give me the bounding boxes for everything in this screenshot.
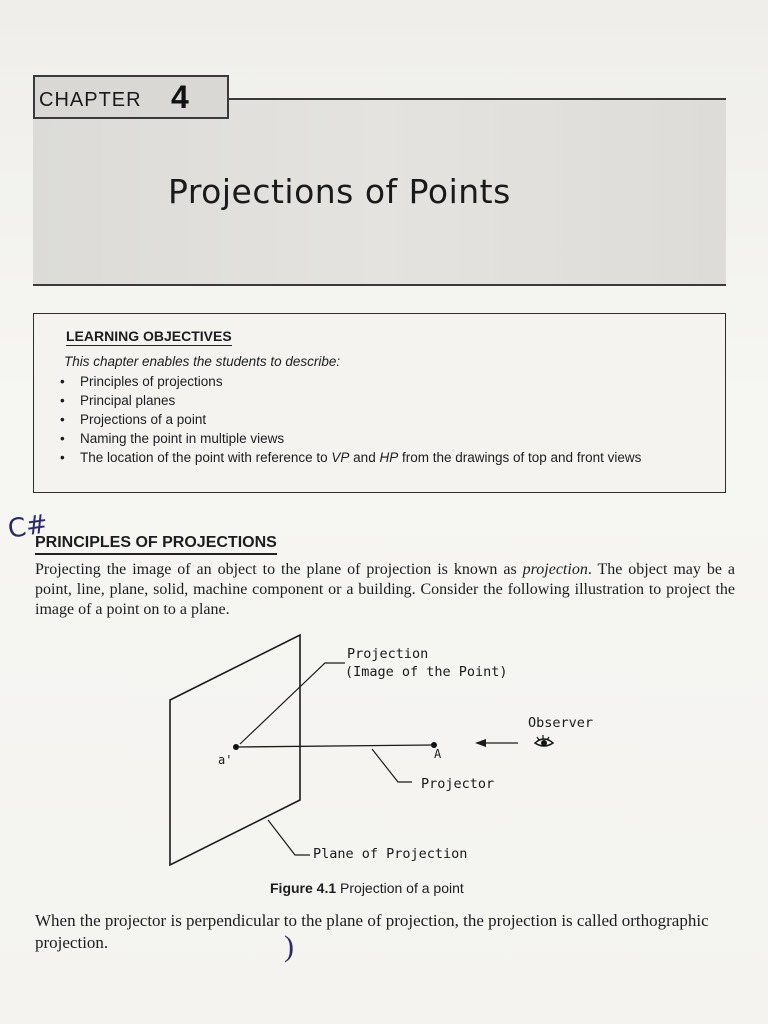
section-heading: PRINCIPLES OF PROJECTIONS bbox=[35, 534, 277, 555]
plane-of-projection-shape bbox=[170, 635, 300, 865]
point-a-prime bbox=[233, 744, 239, 750]
learning-objectives-intro: This chapter enables the students to describe: bbox=[64, 354, 341, 369]
list-item: • Principles of projections bbox=[58, 374, 698, 390]
learning-objectives-list bbox=[58, 374, 698, 469]
learning-objectives-box bbox=[33, 313, 726, 493]
chapter-tab bbox=[33, 75, 229, 119]
handwritten-annotation: C# bbox=[6, 509, 50, 545]
list-item-text: from the drawings of top and front views bbox=[398, 450, 642, 465]
paragraph-text: Projecting the image of an object to the plane of projection is known as bbox=[35, 561, 523, 578]
label-plane-of-projection: Plane of Projection bbox=[313, 846, 468, 862]
label-observer: Observer bbox=[528, 715, 594, 731]
paragraph-text: . The object may be a point, line, plane, solid, machine component or a building. Consider the following illustration to project the image of a point on to a plane. bbox=[35, 561, 735, 618]
label-a: A bbox=[434, 747, 442, 761]
list-item bbox=[58, 450, 698, 466]
body-paragraph bbox=[35, 560, 735, 620]
title-band-rule bbox=[229, 98, 726, 100]
closing-paragraph: When the projector is perpendicular to the plane of projection, the projection is called orthographic projection. bbox=[35, 911, 709, 952]
label-projector: Projector bbox=[421, 776, 495, 792]
label-a-prime: a' bbox=[218, 753, 233, 767]
projector-leader bbox=[372, 749, 412, 782]
label-image-of-point: (Image of the Point) bbox=[345, 664, 508, 680]
page-title: Projections of Points bbox=[168, 172, 511, 211]
hp-term: HP bbox=[379, 450, 399, 465]
projection-leader bbox=[240, 663, 345, 744]
chapter-label: CHAPTER bbox=[39, 89, 142, 111]
list-item-text: The location of the point with reference to bbox=[80, 450, 332, 465]
projection-figure bbox=[150, 625, 670, 875]
vp-term: VP bbox=[331, 450, 350, 465]
handwritten-bracket: ) bbox=[284, 930, 294, 963]
list-item: • Projections of a point bbox=[58, 412, 698, 428]
eye-icon bbox=[535, 735, 553, 746]
learning-objectives-heading: LEARNING OBJECTIVES bbox=[66, 328, 232, 344]
list-item: • Principal planes bbox=[58, 393, 698, 409]
plane-leader bbox=[268, 820, 310, 855]
chapter-number: 4 bbox=[171, 79, 189, 115]
figure-caption-text: Projection of a point bbox=[336, 880, 464, 896]
projector-line bbox=[236, 745, 434, 747]
figure-caption bbox=[270, 880, 464, 896]
list-item-text: and bbox=[349, 450, 380, 465]
emphasis-term: projection bbox=[522, 561, 588, 578]
observer-arrowhead bbox=[475, 739, 486, 747]
figure-number: Figure 4.1 bbox=[270, 880, 337, 896]
label-projection: Projection bbox=[347, 646, 429, 662]
list-item: • Naming the point in multiple views bbox=[58, 431, 698, 447]
